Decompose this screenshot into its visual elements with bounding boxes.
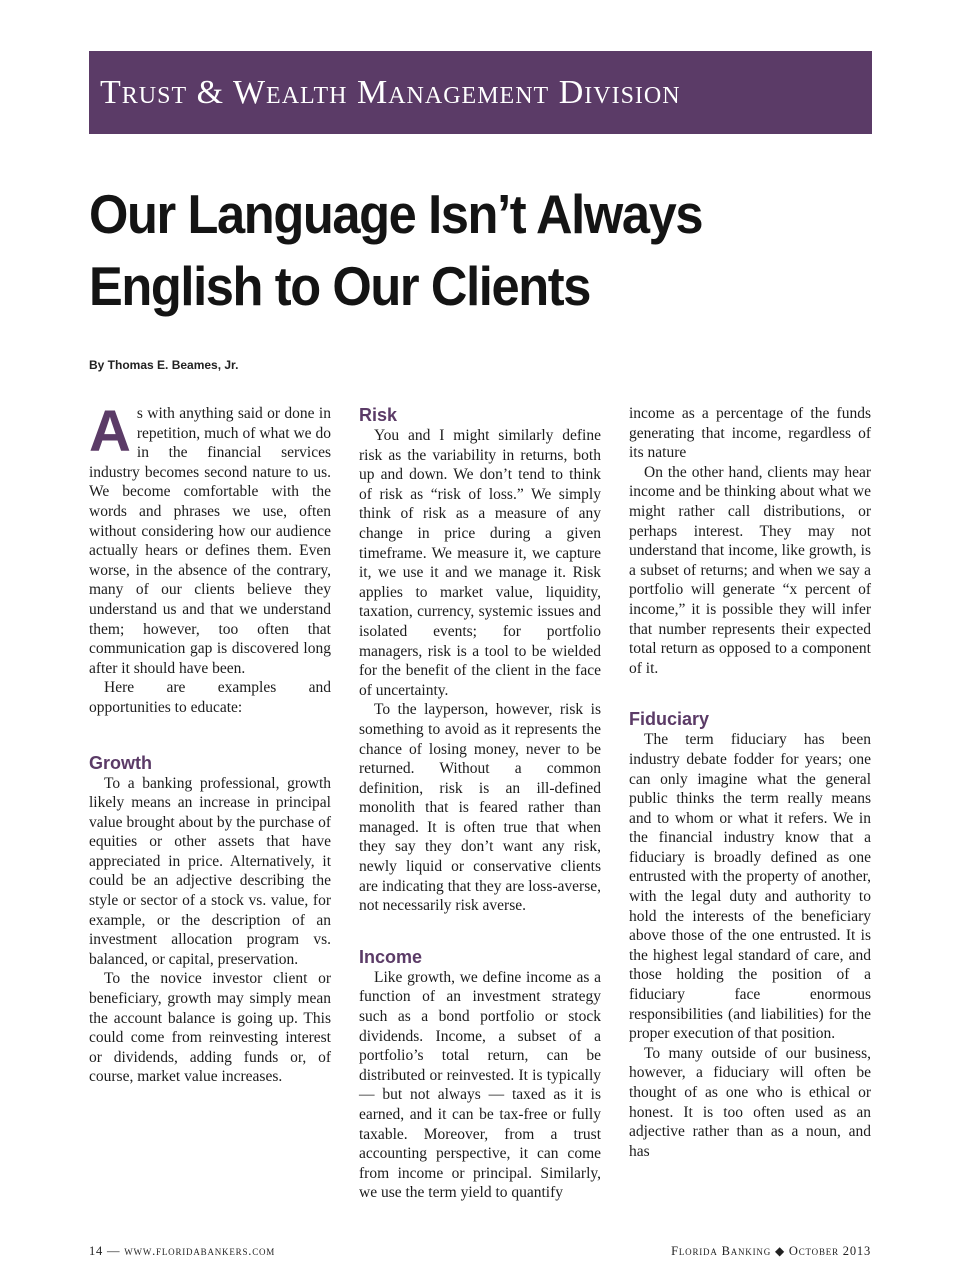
fiduciary-paragraph-2: To many outside of our business, however, a fiduciary will often be thought of as one who is ethical or honest. It is too often used as an adjective rather than as a noun, and has xyxy=(629,1044,871,1160)
footer-publication xyxy=(671,1244,871,1259)
headline-line-2: English to Our Clients xyxy=(89,255,590,317)
article-headline xyxy=(89,178,825,322)
footer-issue-date: October 2013 xyxy=(788,1244,871,1258)
column-2 xyxy=(359,404,601,1203)
diamond-separator-icon: ◆ xyxy=(774,1244,785,1258)
column-1 xyxy=(89,399,331,1087)
footer-page-url: 14 — www.floridabankers.com xyxy=(89,1244,276,1258)
drop-cap: A xyxy=(89,399,131,464)
byline: By Thomas E. Beames, Jr. xyxy=(89,358,239,372)
column-3 xyxy=(629,404,871,1161)
section-banner xyxy=(89,51,872,134)
banner-title: Trust & Wealth Management Division xyxy=(100,73,681,111)
income-heading: Income xyxy=(359,946,423,967)
intro-paragraph-1 xyxy=(89,399,331,678)
risk-paragraph-2: To the layperson, however, risk is something to avoid as it represents the chance of losing money, never to be returned. Without a common definition, risk is an ill-defined monolith that is feared rather than managed. It is often true that when they say they don’t want any risk, newly liquid or conservative clients are indicating that they are loss-averse, not necessarily risk averse. xyxy=(359,701,601,915)
income-paragraph-1: Like growth, we define income as a function of an investment strategy such as a bond portfolio or stock dividends. Income, a subset of a portfolio’s total return, can be distributed or reinvested. It is typically — but not always — taxed as it is earned, and it can be tax-free or fully taxable. Moreover, from a trust accounting perspective, it can come from income or principal. Similarly, we use the term yield to quantify xyxy=(359,968,601,1202)
growth-paragraph-2: To the novice investor client or beneficiary, growth may simply mean the account balance is going up. This could come from reinvesting interest or dividends, adding funds or, of course, market value increases. xyxy=(89,970,331,1086)
risk-paragraph-1: You and I might similarly define risk as the variability in returns, both up and down. We don’t tend to think of risk as “risk of loss.” We simply think of risk as a measure of any change in price during a given timeframe. We measure it, we capture it, we use it and we manage it. Risk applies to market value, liquidity, taxation, currency, systemic issues and isolated events; for portfolio managers, risk is a tool to be wielded for the benefit of the client in the face of uncertainty. xyxy=(359,427,601,699)
growth-paragraph-1: To a banking professional, growth likely means an increase in principal value brought about by the purchase of equities or other assets that have appreciated in price. Alternatively, it could be an adjective describing the style or sector of a stock vs. value, for example, or the description of an investment allocation program vs. balanced, or capital, preservation. xyxy=(89,774,331,968)
income-paragraph-2: On the other hand, clients may hear income and be thinking about what we might rather call distributions, or perhaps interest. They may not understand that income, like growth, is a subset of returns; and when we say a portfolio will generate “x percent of income,” it is possible they will infer that number represents their expected total return as opposed to a component of it. xyxy=(629,463,871,677)
growth-heading: Growth xyxy=(89,752,152,773)
risk-heading: Risk xyxy=(359,405,398,425)
footer-publication-name: Florida Banking xyxy=(671,1244,771,1258)
intro-paragraph-2: Here are examples and opportunities to educate: xyxy=(89,679,331,716)
headline-line-1: Our Language Isn’t Always xyxy=(89,183,703,245)
income-paragraph-1-continued: income as a percentage of the funds generating that income, regardless of its nature xyxy=(629,405,871,462)
fiduciary-paragraph-1: The term fiduciary has been industry debate fodder for years; one can only imagine what the general public thinks the term really means and to whom or what it refers. We in the financial industry know that a fiduciary is broadly defined as one entrusted with the property of another, with the legal duty and authority to hold the interests of the beneficiary above those of the one entrusted. It is the highest legal standard of care, and those holding the position of a fiduciary face enormous responsibilities (and liabilities) for the proper execution of that position. xyxy=(629,731,871,1043)
intro-paragraph-1-text: s with anything said or done in repetition, much of what we do in the financial services industry becomes second nature to us. We become comfortable with the words and phrases we use, often without considering how our audience actually hears or defines them. Even worse, in the absence of the contrary, many of our clients believe they understand us and that we understand them; however, too often that communication gap is discovered long after it should have been. xyxy=(89,405,331,677)
fiduciary-heading: Fiduciary xyxy=(629,709,710,730)
